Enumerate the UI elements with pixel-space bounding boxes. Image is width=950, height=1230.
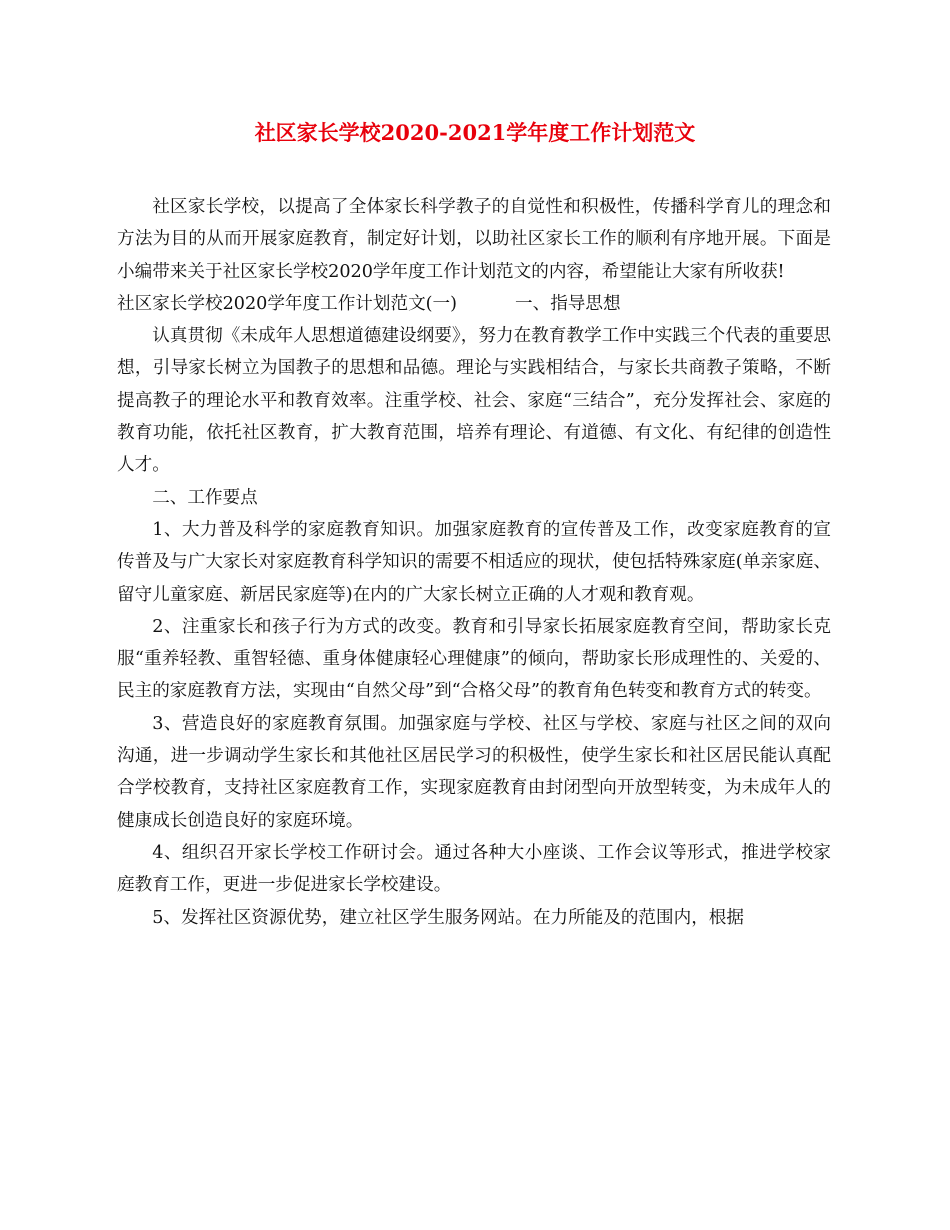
section-title-line (117, 288, 831, 320)
document-title: 社区家长学校2020-2021学年度工作计划范文 (254, 120, 696, 145)
guiding-thought-paragraph: 认真贯彻《未成年人思想道德建设纲要》，努力在教育教学工作中实践三个代表的重要思想，引导家长树立为国教子的思想和品德。理论与实践相结合，与家长共商教子策略，不断提高教子的理论水平和教育效率。注重学校、社会、家庭“三结合”，充分发挥社会、家庭的教育功能，依托社区教育，扩大教育范围，培养有理论、有道德、有文化、有纪律的创造性人才。 (117, 326, 831, 476)
heading-work-points: 二、工作要点 (152, 487, 258, 508)
work-point-4: 4、组织召开家长学校工作研讨会。通过各种大小座谈、工作会议等形式，推进学校家庭教育工作，更进一步促进家长学校建设。 (117, 842, 831, 896)
document-body (117, 191, 831, 934)
work-point-1: 1、大力普及科学的家庭教育知识。加强家庭教育的宣传普及工作，改变家庭教育的宣传普及与广大家长对家庭教育科学知识的需要不相适应的现状，使包括特殊家庭(单亲家庭、留守儿童家庭、新居民家庭等)在内的广大家长树立正确的人才观和教育观。 (117, 519, 831, 605)
work-point-2: 2、注重家长和孩子行为方式的改变。教育和引导家长拓展家庭教育空间，帮助家长克服“重养轻教、重智轻德、重身体健康轻心理健康”的倾向，帮助家长形成理性的、关爱的、民主的家庭教育方法，实现由“自然父母”到“合格父母”的教育角色转变和教育方式的转变。 (117, 616, 831, 702)
work-point-3: 3、营造良好的家庭教育氛围。加强家庭与学校、社区与学校、家庭与社区之间的双向沟通，进一步调动学生家长和其他社区居民学习的积极性，使学生家长和社区居民能认真配合学校教育，支持社区家庭教育工作，实现家庭教育由封闭型向开放型转变，为未成年人的健康成长创造良好的家庭环境。 (117, 713, 831, 831)
work-point-5: 5、发挥社区资源优势，建立社区学生服务网站。在力所能及的范围内，根据 (152, 907, 744, 928)
section-title: 社区家长学校2020学年度工作计划范文(一) (117, 293, 458, 314)
intro-paragraph: 社区家长学校，以提高了全体家长科学教子的自觉性和积极性，传播科学育儿的理念和方法为目的从而开展家庭教育，制定好计划，以助社区家长工作的顺利有序地开展。下面是小编带来关于社区家长学校2020学年度工作计划范文的内容，希望能让大家有所收获! (117, 197, 831, 282)
heading-guiding-thought: 一、指导思想 (515, 293, 621, 314)
